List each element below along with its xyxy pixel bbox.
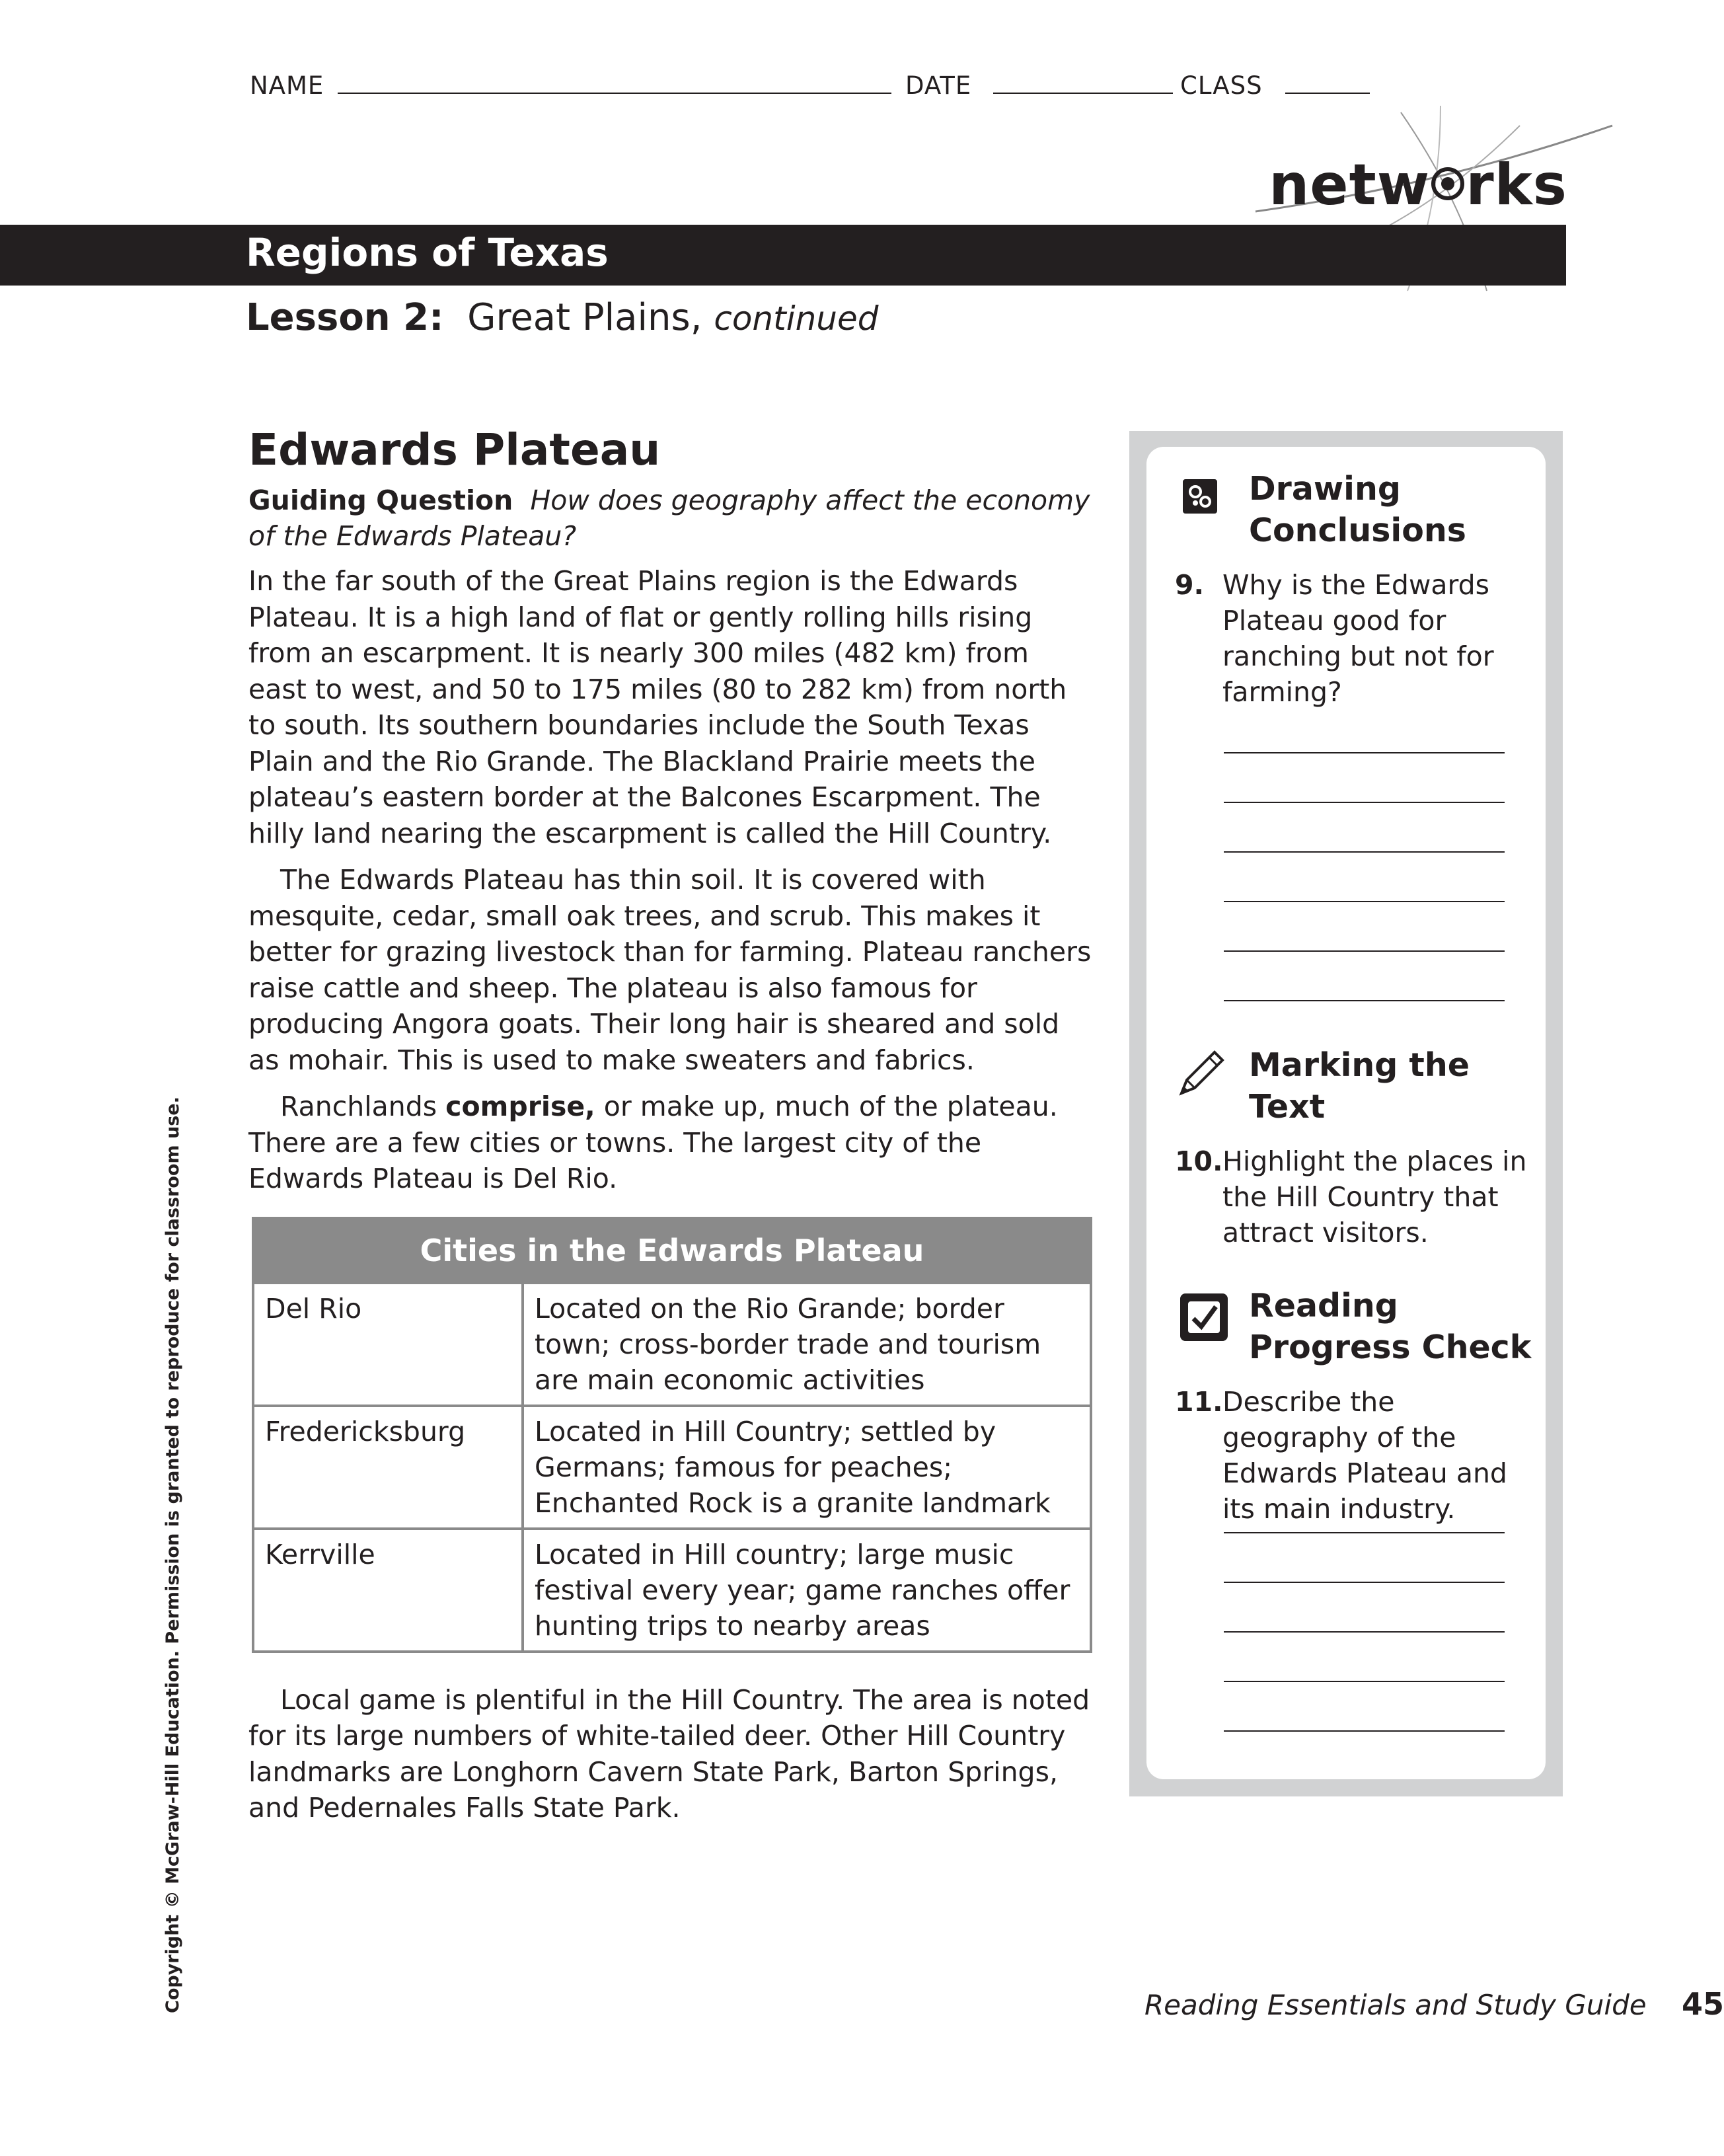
question-9-number: 9. bbox=[1175, 569, 1205, 601]
name-label: NAME bbox=[250, 71, 324, 100]
question-11-text: Describe the geography of the Edwards Plateau and its main industry. bbox=[1222, 1386, 1507, 1525]
gears-icon bbox=[1183, 479, 1217, 514]
table-row bbox=[253, 1283, 1091, 1406]
guiding-question-text: How does geography affect the economy of the Edwards Plateau? bbox=[248, 484, 1090, 552]
paragraph-4: Local game is plentiful in the Hill Country. The area is noted for its large numbers of white-tailed deer. Other Hill Country landmarks are Longhorn Cavern State Park, Barton Springs, and Pedernales Falls State Park. bbox=[248, 1683, 1090, 1824]
banner-title: Regions of Texas bbox=[246, 230, 609, 275]
globe-icon bbox=[1431, 167, 1464, 200]
question-9 bbox=[1175, 567, 1532, 710]
answer-line[interactable] bbox=[1224, 752, 1505, 753]
question-10 bbox=[1175, 1143, 1532, 1251]
name-line[interactable] bbox=[338, 73, 891, 94]
answer-line[interactable] bbox=[1224, 1582, 1505, 1583]
class-label: CLASS bbox=[1180, 71, 1263, 100]
checkmark-icon bbox=[1180, 1293, 1228, 1341]
paragraph-1: In the far south of the Great Plains region is the Edwards Plateau. It is a high land of flat or gently rolling hills rising from an escarpment. It is nearly 300 miles (482 km) from east to west, and 50 to 175 miles (80 to 282 km) from north to south. Its southern boundaries include the South Texas Plain and the Rio Grande. The Blackland Prairie meets the plateau’s eastern border at the Balcones Escarpment. The hilly land nearing the escarpment is called the Hill Country. bbox=[248, 565, 1067, 849]
guiding-question-label: Guiding Question bbox=[248, 484, 513, 516]
marking-heading-line1: Marking the bbox=[1249, 1046, 1470, 1084]
table-title: Cities in the Edwards Plateau bbox=[253, 1218, 1091, 1283]
drawing-heading-line1: Drawing bbox=[1249, 470, 1401, 508]
copyright-notice: Copyright © McGraw-Hill Education. Permission is granted to reproduce for classroom use. bbox=[163, 1097, 183, 2013]
drawing-conclusions-heading bbox=[1249, 468, 1466, 551]
marking-text-heading bbox=[1249, 1044, 1470, 1128]
pencil-icon bbox=[1175, 1047, 1228, 1100]
cities-table bbox=[252, 1217, 1092, 1653]
drawing-heading-line2: Conclusions bbox=[1249, 512, 1466, 549]
answer-line[interactable] bbox=[1224, 1730, 1505, 1732]
guiding-question bbox=[248, 482, 1094, 554]
table-cell-city: Fredericksburg bbox=[253, 1406, 523, 1529]
lesson-title: Great Plains, bbox=[467, 296, 702, 339]
reading-heading-line1: Reading bbox=[1249, 1287, 1398, 1325]
guide-title: Reading Essentials and Study Guide bbox=[1144, 1989, 1647, 2021]
networks-logo: netw rks bbox=[1269, 152, 1567, 218]
table-cell-description: Located in Hill Country; settled by Germans; famous for peaches; Enchanted Rock is a granite landmark bbox=[523, 1406, 1091, 1529]
paragraph-3-start: Ranchlands bbox=[280, 1091, 446, 1122]
answer-line[interactable] bbox=[1224, 901, 1505, 902]
answer-line[interactable] bbox=[1224, 1000, 1505, 1001]
table-cell-city: Kerrville bbox=[253, 1529, 523, 1652]
section-heading: Edwards Plateau bbox=[248, 424, 661, 475]
table-row bbox=[253, 1529, 1091, 1652]
answer-line[interactable] bbox=[1224, 950, 1505, 952]
name-field[interactable] bbox=[250, 71, 891, 100]
table-row bbox=[253, 1406, 1091, 1529]
class-field[interactable] bbox=[1180, 71, 1370, 100]
marking-heading-line2: Text bbox=[1249, 1088, 1326, 1126]
question-11 bbox=[1175, 1384, 1535, 1527]
answer-line[interactable] bbox=[1224, 802, 1505, 803]
date-field[interactable] bbox=[905, 71, 1173, 100]
paragraph-3-end: or make up, much of the plateau. There are a few cities or towns. The largest city of the Edwards Plateau is Del Rio. bbox=[248, 1091, 1058, 1194]
page-footer bbox=[1144, 1986, 1724, 2022]
paragraph-2: The Edwards Plateau has thin soil. It is covered with mesquite, cedar, small oak trees, and scrub. This makes it better for grazing livestock than for farming. Plateau ranchers raise cattle and sheep. The plateau is also famous for producing Angora goats. Their long hair is sheared and sold as mohair. This is used to make sweaters and fabrics. bbox=[248, 864, 1092, 1076]
question-10-text: Highlight the places in the Hill Country that attract visitors. bbox=[1222, 1145, 1527, 1249]
answer-line[interactable] bbox=[1224, 1631, 1505, 1633]
main-column bbox=[248, 423, 1094, 1837]
table-cell-description: Located on the Rio Grande; border town; cross-border trade and tourism are main economic activities bbox=[523, 1283, 1091, 1406]
lesson-suffix: continued bbox=[714, 299, 879, 338]
answer-line[interactable] bbox=[1224, 1532, 1505, 1533]
page-number: 45 bbox=[1681, 1986, 1724, 2022]
date-line[interactable] bbox=[993, 73, 1173, 94]
reading-progress-heading bbox=[1249, 1285, 1531, 1368]
answer-line[interactable] bbox=[1224, 1681, 1505, 1682]
lesson-heading bbox=[246, 296, 879, 339]
question-9-text: Why is the Edwards Plateau good for ranching but not for farming? bbox=[1222, 569, 1494, 708]
table-cell-city: Del Rio bbox=[253, 1283, 523, 1406]
paragraph-3 bbox=[248, 1089, 1094, 1197]
date-label: DATE bbox=[905, 71, 972, 100]
question-10-number: 10. bbox=[1175, 1145, 1223, 1177]
title-banner bbox=[0, 225, 1566, 286]
question-11-number: 11. bbox=[1175, 1386, 1223, 1418]
answer-line[interactable] bbox=[1224, 851, 1505, 853]
class-line[interactable] bbox=[1285, 73, 1370, 94]
lesson-label: Lesson 2: bbox=[246, 296, 444, 339]
vocab-word-comprise: comprise, bbox=[445, 1091, 595, 1122]
reading-heading-line2: Progress Check bbox=[1249, 1328, 1532, 1366]
table-cell-description: Located in Hill country; large music festival every year; game ranches offer hunting trips to nearby areas bbox=[523, 1529, 1091, 1652]
